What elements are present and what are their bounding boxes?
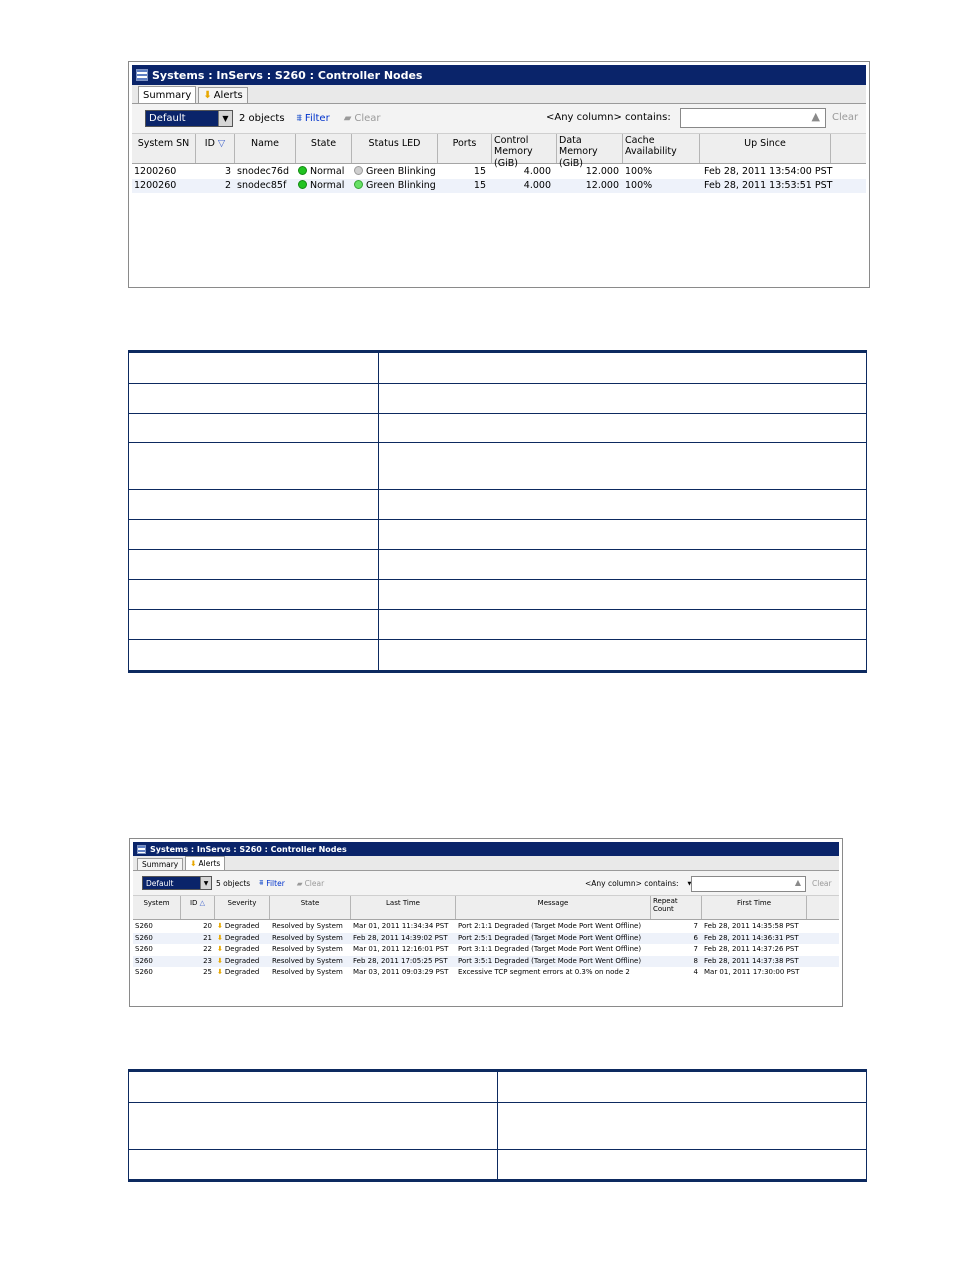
clear-label: Clear: [354, 113, 381, 124]
cell-id: 25: [203, 968, 212, 976]
alert-arrow-icon: ⬇: [217, 933, 223, 942]
cell-severity: [215, 933, 270, 945]
cell-id: 20: [203, 922, 212, 930]
window-title: Systems : InServs : S260 : Controller Nodes: [150, 844, 347, 854]
tab-alerts[interactable]: [185, 856, 225, 870]
table-cell: [498, 1071, 867, 1103]
cell-system: S260: [135, 956, 153, 965]
column-filter-label: <Any column> contains:: [546, 112, 671, 123]
col-last-time[interactable]: Last Time: [351, 896, 456, 919]
col-first-time[interactable]: First Time: [702, 896, 807, 919]
controller-nodes-window: [128, 61, 870, 288]
cell-control-memory: 4.000: [523, 180, 551, 191]
status-led-icon: [298, 166, 307, 175]
cell-first-time: Feb 28, 2011 14:37:38 PST: [704, 956, 799, 965]
table-cell: [379, 580, 867, 610]
window-title: Systems : InServs : S260 : Controller Nodes: [152, 68, 423, 82]
sort-desc-icon: ▽: [217, 138, 226, 149]
view-select[interactable]: [142, 876, 212, 890]
grid-body: [132, 164, 866, 193]
tab-label: Summary: [143, 89, 192, 101]
col-state[interactable]: State: [270, 896, 351, 919]
col-system-sn[interactable]: System SN: [132, 134, 196, 163]
table-cell: [129, 414, 379, 443]
table-cell: [129, 384, 379, 414]
cell-message: Port 2:5:1 Degraded (Target Mode Port Went Offline): [458, 933, 642, 942]
cell-message: Port 3:1:1 Degraded (Target Mode Port Went Offline): [458, 945, 642, 953]
cell-message: Excessive TCP segment errors at 0.3% on node 2: [458, 968, 630, 976]
col-data-memory[interactable]: Data Memory (GiB): [557, 134, 623, 163]
status-led-icon: [298, 180, 307, 189]
severity-text: Degraded: [224, 922, 260, 930]
search-input[interactable]: [680, 108, 826, 128]
table-cell: [379, 550, 867, 580]
chevron-down-icon[interactable]: ▼: [200, 877, 211, 889]
tab-label: Alerts: [198, 859, 221, 868]
cell-id: 21: [203, 933, 212, 942]
doc-table-1: [128, 350, 867, 673]
cell-severity: [215, 921, 270, 933]
col-message[interactable]: Message: [456, 896, 651, 919]
tab-bar: [133, 856, 839, 871]
cell-last-time: Feb 28, 2011 14:39:02 PST: [353, 933, 448, 942]
grid-body: [133, 920, 839, 979]
alert-arrow-icon: ⬇: [190, 859, 197, 868]
severity-text: Degraded: [224, 933, 260, 942]
table-cell: [129, 352, 379, 384]
cell-message: Port 3:5:1 Degraded (Target Mode Port Went Offline): [458, 956, 642, 965]
col-filler: [807, 896, 827, 919]
table-row[interactable]: [132, 179, 866, 193]
cell-id: 2: [224, 180, 231, 191]
table-cell: [379, 520, 867, 550]
cell-repeat-count: 7: [693, 922, 698, 930]
cell-ports: 15: [473, 166, 486, 177]
tab-bar: [132, 85, 866, 104]
table-row[interactable]: [133, 967, 839, 979]
filter-button[interactable]: [297, 113, 330, 124]
window-titlebar: [132, 65, 866, 85]
tab-summary[interactable]: [138, 86, 196, 103]
object-count: 2 objects: [239, 113, 285, 124]
pin-icon: ▲: [811, 110, 820, 123]
view-select-value: Default: [146, 878, 174, 888]
cell-severity: [215, 944, 270, 956]
chevron-down-icon: ▼: [687, 880, 692, 887]
col-id[interactable]: [196, 134, 235, 163]
pin-icon: ▲: [794, 878, 801, 887]
eraser-icon: ▰: [296, 878, 303, 888]
table-cell: [498, 1103, 867, 1150]
toolbar: [133, 871, 839, 896]
cell-state: Resolved by System: [272, 922, 343, 930]
column-filter-label: <Any column> contains:: [585, 879, 679, 888]
cell-state: Resolved by System: [272, 968, 343, 976]
table-cell: [129, 520, 379, 550]
grid-header: [133, 896, 839, 920]
window-icon: [137, 845, 146, 854]
status-led-icon: [354, 166, 363, 175]
table-row[interactable]: [132, 165, 866, 179]
table-cell: [379, 640, 867, 672]
cell-system-sn: 1200260: [134, 180, 177, 191]
tab-label: Summary: [142, 860, 179, 869]
cell-repeat-count: 8: [693, 956, 698, 965]
col-repeat-count[interactable]: Repeat Count: [651, 896, 702, 919]
col-state[interactable]: State: [296, 134, 352, 163]
search-clear-button[interactable]: Clear: [812, 879, 832, 888]
table-cell: [129, 640, 379, 672]
table-cell: [379, 384, 867, 414]
tab-alerts[interactable]: [198, 87, 247, 103]
cell-state: [296, 165, 352, 179]
table-cell: [129, 1103, 498, 1150]
nodes-grid: [132, 134, 866, 280]
cell-last-time: Mar 01, 2011 11:34:34 PST: [353, 922, 449, 930]
cell-up-since: Feb 28, 2011 13:53:51 PST: [704, 180, 833, 191]
col-ports[interactable]: Ports: [438, 134, 492, 163]
chevron-down-icon[interactable]: ▼: [218, 111, 232, 126]
col-label: ID: [189, 899, 198, 907]
col-name[interactable]: Name: [235, 134, 296, 163]
state-text: Normal: [310, 180, 345, 191]
table-cell: [129, 580, 379, 610]
col-status-led[interactable]: Status LED: [352, 134, 438, 163]
cell-name: snodec76d: [237, 166, 289, 177]
window-titlebar: [133, 842, 839, 856]
led-text: Green Blinking: [366, 166, 436, 177]
alert-arrow-icon: ⬇: [217, 968, 223, 976]
table-cell: [129, 490, 379, 520]
severity-text: Degraded: [224, 956, 260, 965]
cell-system: S260: [135, 968, 153, 976]
cell-up-since: Feb 28, 2011 13:54:00 PST: [704, 166, 833, 177]
cell-data-memory: 12.000: [585, 180, 619, 191]
alert-arrow-icon: ⬇: [217, 945, 223, 953]
cell-severity: [215, 956, 270, 968]
table-row[interactable]: [133, 933, 839, 945]
cell-system: S260: [135, 922, 153, 930]
table-cell: [129, 550, 379, 580]
clear-button[interactable]: [297, 879, 324, 888]
window-icon: [136, 69, 148, 81]
filter-icon: ⩩: [296, 113, 302, 124]
cell-system: S260: [135, 945, 153, 953]
table-cell: [129, 1150, 498, 1181]
alert-arrow-icon: ⬇: [217, 956, 223, 965]
cell-state: Resolved by System: [272, 956, 343, 965]
cell-last-time: Mar 03, 2011 09:03:29 PST: [353, 968, 449, 976]
led-text: Green Blinking: [366, 180, 436, 191]
col-up-since[interactable]: Up Since: [700, 134, 831, 163]
cell-system: S260: [135, 933, 153, 942]
sort-asc-icon: △: [199, 899, 206, 907]
col-id[interactable]: [181, 896, 215, 919]
severity-text: Degraded: [224, 945, 260, 953]
cell-repeat-count: 4: [693, 968, 698, 976]
eraser-icon: ▰: [343, 113, 352, 124]
alert-arrow-icon: ⬇: [203, 90, 212, 101]
cell-last-time: Feb 28, 2011 17:05:25 PST: [353, 956, 448, 965]
table-cell: [379, 352, 867, 384]
table-cell: [129, 1071, 498, 1103]
filter-button[interactable]: [259, 878, 285, 888]
table-cell: [129, 610, 379, 640]
clear-label: Clear: [304, 878, 325, 888]
status-led-icon: [354, 180, 363, 189]
view-select-value: Default: [149, 113, 186, 124]
alerts-grid: [133, 896, 839, 1001]
state-text: Normal: [310, 166, 345, 177]
view-select[interactable]: [145, 110, 233, 127]
cell-data-memory: 12.000: [585, 166, 619, 177]
tab-label: Alerts: [213, 90, 243, 101]
toolbar: [132, 104, 866, 134]
table-cell: [379, 610, 867, 640]
search-clear-button[interactable]: Clear: [832, 112, 859, 123]
cell-first-time: Feb 28, 2011 14:36:31 PST: [704, 933, 799, 942]
table-cell: [379, 443, 867, 490]
cell-last-time: Mar 01, 2011 12:16:01 PST: [353, 945, 449, 953]
col-label: ID: [204, 138, 215, 149]
object-count: 5 objects: [216, 878, 251, 888]
cell-repeat-count: 7: [693, 945, 698, 953]
cell-cache: 100%: [625, 180, 653, 191]
cell-first-time: Feb 28, 2011 14:37:26 PST: [704, 945, 799, 953]
tab-summary[interactable]: [137, 858, 183, 870]
cell-repeat-count: 6: [693, 933, 698, 942]
cell-cache: 100%: [625, 166, 653, 177]
column-filter-select[interactable]: [585, 879, 691, 888]
col-filler: [831, 134, 855, 163]
col-control-memory[interactable]: Control Memory (GiB): [492, 134, 557, 163]
cell-id: 23: [203, 956, 212, 965]
filter-icon: ⩩: [259, 878, 264, 887]
col-cache-availability[interactable]: Cache Availability: [623, 134, 700, 163]
cell-state: Resolved by System: [272, 933, 343, 942]
alerts-window: [129, 838, 843, 1007]
table-row[interactable]: [133, 921, 839, 933]
table-row[interactable]: [133, 944, 839, 956]
cell-id: 3: [224, 166, 231, 177]
alert-arrow-icon: ⬇: [217, 922, 223, 930]
cell-id: 22: [203, 945, 212, 953]
table-row[interactable]: [133, 956, 839, 968]
column-filter-select[interactable]: [546, 112, 688, 123]
cell-first-time: Mar 01, 2011 17:30:00 PST: [704, 968, 800, 976]
cell-message: Port 2:1:1 Degraded (Target Mode Port Went Offline): [458, 922, 642, 930]
search-input[interactable]: [691, 876, 806, 892]
table-cell: [498, 1150, 867, 1181]
doc-table-2: [128, 1069, 867, 1182]
cell-status-led: [352, 179, 438, 193]
table-cell: [379, 414, 867, 443]
cell-state: [296, 179, 352, 193]
cell-name: snodec85f: [237, 180, 287, 191]
col-severity[interactable]: Severity: [215, 896, 270, 919]
cell-system-sn: 1200260: [134, 166, 177, 177]
cell-state: Resolved by System: [272, 945, 343, 953]
cell-ports: 15: [473, 180, 486, 191]
cell-first-time: Feb 28, 2011 14:35:58 PST: [704, 922, 799, 930]
grid-header: [132, 134, 866, 169]
filter-label: Filter: [304, 113, 330, 124]
table-cell: [379, 490, 867, 520]
col-system[interactable]: System: [133, 896, 181, 919]
severity-text: Degraded: [224, 968, 260, 976]
table-cell: [129, 443, 379, 490]
cell-control-memory: 4.000: [523, 166, 551, 177]
cell-severity: [215, 967, 270, 979]
clear-button[interactable]: [344, 113, 381, 124]
filter-label: Filter: [266, 878, 285, 888]
cell-status-led: [352, 165, 438, 179]
